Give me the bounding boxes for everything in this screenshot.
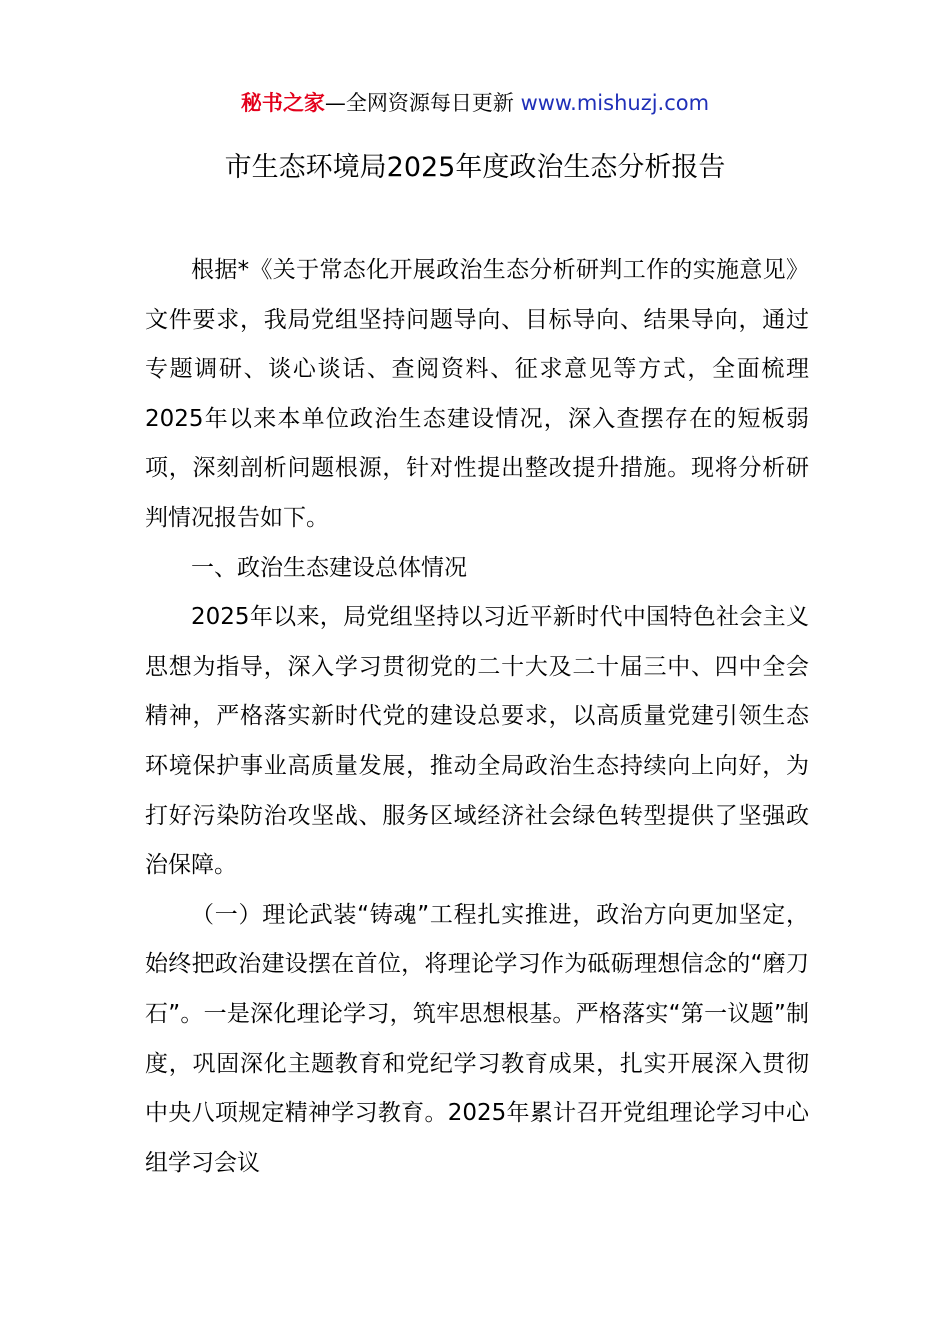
header-tagline: —全网资源每日更新 xyxy=(324,91,514,115)
site-header xyxy=(0,88,950,118)
document-body xyxy=(145,246,809,1188)
brand-name: 秘书之家 xyxy=(240,91,325,115)
site-url-link[interactable]: www.mishuzj.com xyxy=(520,91,710,115)
paragraph-overview: 2025年以来，局党组坚持以习近平新时代中国特色社会主义思想为指导，深入学习贯彻党的二十大及二十届三中、四中全会精神，严格落实新时代党的建设总要求，以高质量党建引领生态环境保护事业高质量发展，推动全局政治生态持续向上向好，为打好污染防治攻坚战、服务区域经济社会绿色转型提供了坚强政治保障。 xyxy=(145,604,809,879)
paragraph-subsection-1: （一）理论武装“铸魂”工程扎实推进，政治方向更加坚定，始终把政治建设摆在首位，将理论学习作为砥砺理想信念的“磨刀石”。一是深化理论学习，筑牢思想根基。严格落实“第一议题”制度，巩固深化主题教育和党纪学习教育成果，扎实开展深入贯彻中央八项规定精神学习教育。2025年累计召开党组理论学习中心组学习会议 xyxy=(145,901,809,1176)
section-heading-1: 一、政治生态建设总体情况 xyxy=(191,554,467,581)
document-title: 市生态环境局2025年度政治生态分析报告 xyxy=(224,152,726,183)
paragraph-intro: 根据*《关于常态化开展政治生态分析研判工作的实施意见》文件要求，我局党组坚持问题导向、目标导向、结果导向，通过专题调研、谈心谈话、查阅资料、征求意见等方式，全面梳理2025年以来本单位政治生态建设情况，深入查摆存在的短板弱项，深刻剖析问题根源，针对性提出整改提升措施。现将分析研判情况报告如下。 xyxy=(145,257,809,531)
